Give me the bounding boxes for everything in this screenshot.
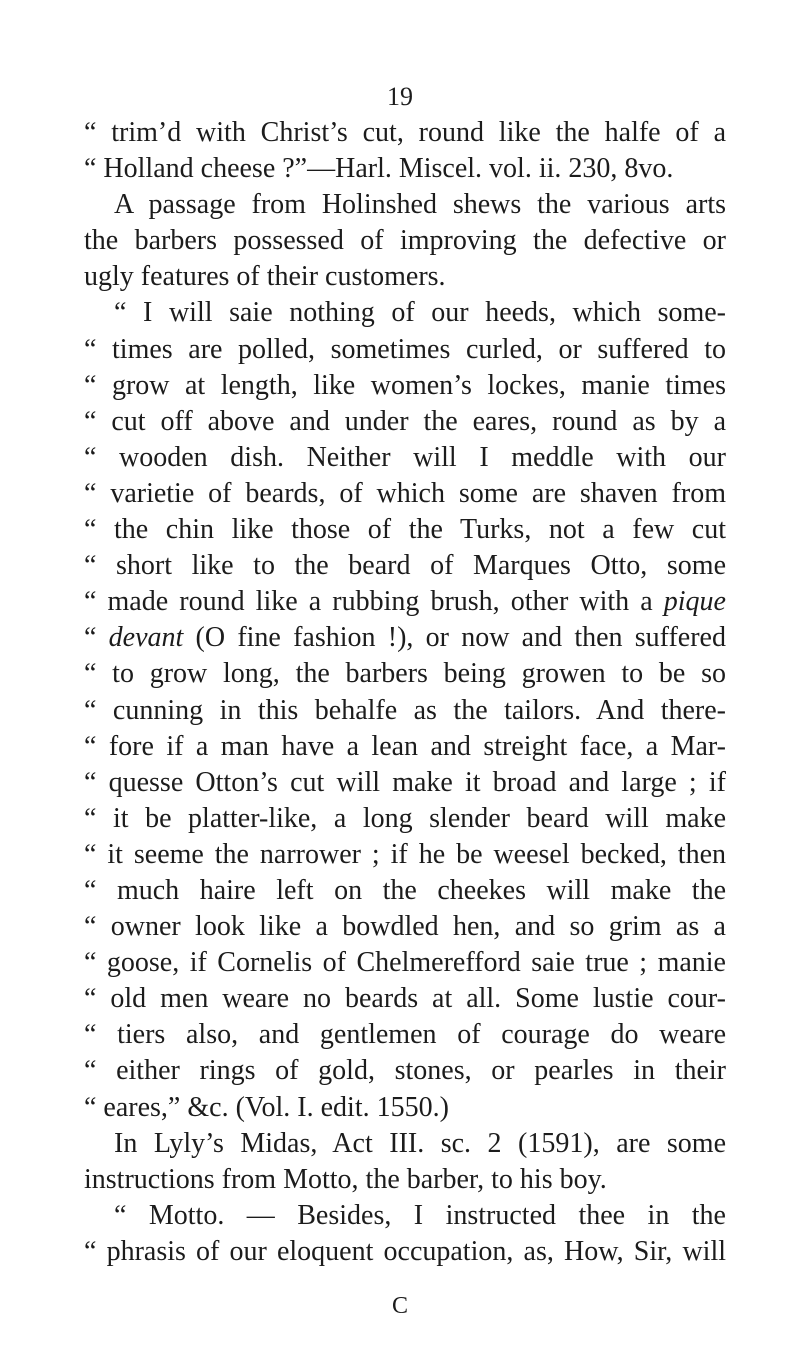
text-line: “ old men weare no beards at all. Some lustie cour- <box>84 983 726 1015</box>
text-line: “ much haire left on the cheekes will make the <box>84 874 726 906</box>
text-line: “ eares,” &c. (Vol. I. edit. 1550.) <box>84 1091 449 1123</box>
text-line: “ it seeme the narrower ; if he be weesel becked, then <box>84 838 726 870</box>
text-line: “ quesse Otton’s cut will make it broad and large ; if <box>84 766 726 798</box>
text-line: “ to grow long, the barbers being growen to be so <box>84 658 726 690</box>
text-line: “ grow at length, like women’s lockes, manie times <box>84 369 726 401</box>
text-line: “ phrasis of our eloquent occupation, as, How, Sir, will <box>84 1235 726 1267</box>
text-line: “ devant (O fine fashion !), or now and then suffered <box>84 622 726 654</box>
text-line: “ Holland cheese ?”—Harl. Miscel. vol. ii. 230, 8vo. <box>84 153 674 185</box>
text-line: ugly features of their customers. <box>84 261 446 293</box>
text-line: “ owner look like a bowdled hen, and so grim as a <box>84 911 726 943</box>
text-line: “ wooden dish. Neither will I meddle with our <box>84 441 726 473</box>
text-line: “ tiers also, and gentlemen of courage do weare <box>84 1019 726 1051</box>
text-line: “ fore if a man have a lean and streight face, a Mar- <box>84 730 726 762</box>
text-line: “ the chin like those of the Turks, not a few cut <box>84 514 726 546</box>
text-line: “ cut off above and under the eares, round as by a <box>84 405 726 437</box>
text-line: “ short like to the beard of Marques Otto, some <box>84 550 726 582</box>
text-line: “ goose, if Cornelis of Chelmerefford saie true ; manie <box>84 947 726 979</box>
body-text <box>84 115 726 1270</box>
text-line: “ either rings of gold, stones, or pearles in their <box>84 1055 726 1087</box>
text-line: the barbers possessed of improving the defective or <box>84 225 726 257</box>
page-number: 19 <box>387 82 413 111</box>
text-line: A passage from Holinshed shews the various arts <box>114 189 726 221</box>
text-line: “ trim’d with Christ’s cut, round like the halfe of a <box>84 117 726 148</box>
text-line: “ times are polled, sometimes curled, or suffered to <box>84 333 726 365</box>
text-line: instructions from Motto, the barber, to his boy. <box>84 1163 607 1195</box>
text-line: “ Motto. — Besides, I instructed thee in the <box>114 1199 726 1231</box>
text-line: “ it be platter-like, a long slender beard will make <box>84 802 726 834</box>
text-line: “ varietie of beards, of which some are shaven from <box>84 477 726 509</box>
text-line: “ made round like a rubbing brush, other with a pique <box>84 586 726 618</box>
text-line: In Lyly’s Midas, Act III. sc. 2 (1591), are some <box>114 1127 726 1159</box>
signature-mark: C <box>391 1293 408 1319</box>
text-line: “ I will saie nothing of our heeds, which some- <box>114 297 726 329</box>
text-line: “ cunning in this behalfe as the tailors. And there- <box>84 694 726 726</box>
